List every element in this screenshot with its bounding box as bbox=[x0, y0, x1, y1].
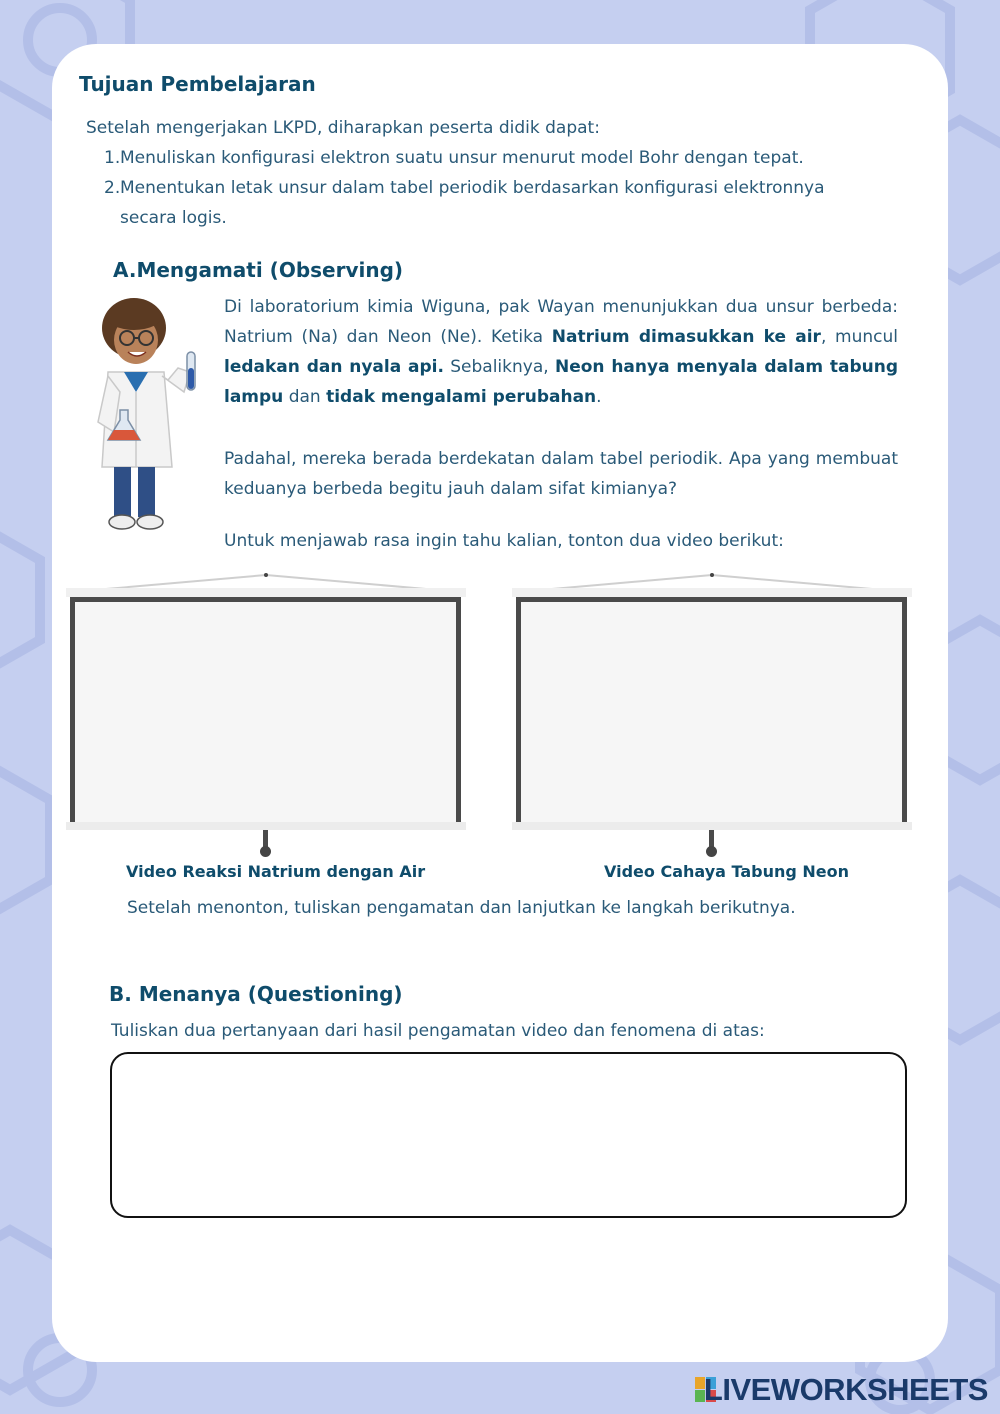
story-text: dan bbox=[283, 387, 327, 407]
screen-top-bar bbox=[512, 588, 912, 597]
section-a-title bbox=[113, 258, 403, 282]
video-screen-natrium bbox=[66, 572, 466, 862]
screen-bottom-bar bbox=[66, 822, 466, 830]
section-b-prefix: B. bbox=[109, 982, 132, 1006]
story-bold-no-change: tidak mengalami perubahan bbox=[326, 387, 597, 407]
story-text: Di laboratorium kimia Wiguna, pak Wayan menunjukkan dua unsur berbeda: Natrium (Na) dan Neon (Ne). Ketika bbox=[224, 297, 898, 347]
screen-bottom-bar bbox=[512, 822, 912, 830]
story-bold-natrium: Natrium dimasukkan ke air bbox=[551, 327, 821, 347]
screen-pull-knob bbox=[260, 846, 271, 857]
objective-number: 2. bbox=[104, 178, 121, 198]
screen-pull-knob bbox=[706, 846, 717, 857]
question-paragraph: Padahal, mereka berada berdekatan dalam tabel periodik. Apa yang membuat keduanya berbeda begitu jauh dalam sifat kimianya? bbox=[224, 449, 898, 499]
story-text: , muncul bbox=[820, 327, 898, 347]
video-frame-neon[interactable] bbox=[516, 597, 907, 827]
section-b-label: Menanya (Questioning) bbox=[138, 982, 403, 1006]
questions-answer-box[interactable] bbox=[110, 1052, 907, 1218]
section-a-prefix: A. bbox=[113, 258, 137, 282]
watch-videos-instruction: Untuk menjawab rasa ingin tahu kalian, tonton dua video berikut: bbox=[224, 531, 784, 551]
objectives-intro: Setelah mengerjakan LKPD, diharapkan peserta didik dapat: bbox=[86, 118, 600, 138]
objective-text: Menentukan letak unsur dalam tabel periodik berdasarkan konfigurasi elektronnya bbox=[120, 178, 825, 198]
objective-text-continued: secara logis. bbox=[120, 208, 227, 228]
observation-story-paragraph bbox=[224, 292, 898, 412]
story-bold-explosion: ledakan dan nyala api. bbox=[224, 357, 444, 377]
objective-number: 1. bbox=[104, 148, 121, 168]
video-frame-natrium[interactable] bbox=[70, 597, 461, 827]
questioning-instruction: Tuliskan dua pertanyaan dari hasil pengamatan video dan fenomena di atas: bbox=[111, 1021, 765, 1041]
section-b-title bbox=[109, 982, 403, 1006]
objective-item-2 bbox=[104, 178, 904, 234]
screen-top-bar bbox=[66, 588, 466, 597]
video-screen-neon bbox=[512, 572, 912, 862]
after-watching-instruction: Setelah menonton, tuliskan pengamatan dan lanjutkan ke langkah berikutnya. bbox=[127, 898, 796, 918]
video-caption-natrium: Video Reaksi Natrium dengan Air bbox=[126, 862, 426, 881]
objective-text: Menuliskan konfigurasi elektron suatu unsur menurut model Bohr dengan tepat. bbox=[120, 148, 804, 168]
liveworksheets-brand: LIVEWORKSHEETS bbox=[703, 1372, 988, 1407]
story-bold-neon: Neon hanya menyala dalam tabung lampu bbox=[224, 357, 898, 407]
section-a-label: Mengamati (Observing) bbox=[136, 258, 404, 282]
story-text: Sebaliknya, bbox=[443, 357, 555, 377]
learning-objectives-title: Tujuan Pembelajaran bbox=[79, 72, 316, 96]
scientist-boy-illustration bbox=[94, 292, 206, 536]
video-caption-neon: Video Cahaya Tabung Neon bbox=[604, 862, 850, 881]
story-text: . bbox=[596, 387, 602, 407]
